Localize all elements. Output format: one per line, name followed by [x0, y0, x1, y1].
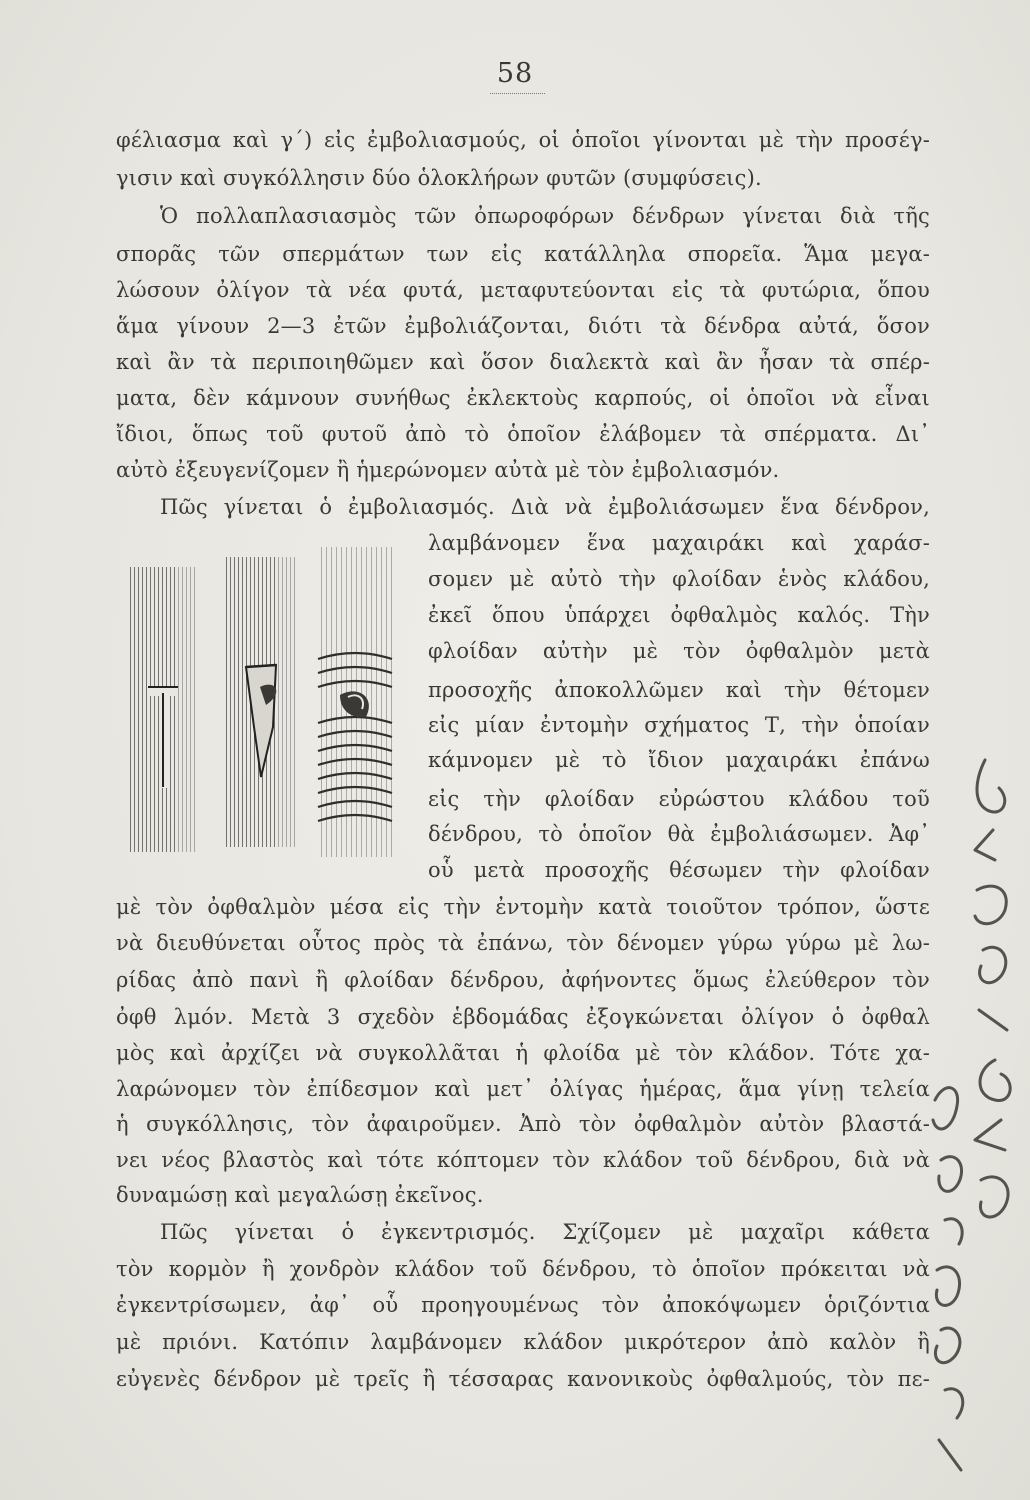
section-heading-line: Πῶς γίνεται ὁ ἐγκεντρισμός. Σχίζομεν μὲ μαχαῖρι κάθετα: [160, 1220, 930, 1244]
text-line: νὰ διευθύνεται οὗτος πρὸς τὰ ἐπάνω, τὸν δένομεν γύρω γύρω μὲ λω-: [116, 931, 930, 955]
text-line: τὸν κορμὸν ἢ χονδρὸν κλάδον τοῦ δένδρου, τὸ ὁποῖον πρόκειται νὰ: [116, 1257, 930, 1281]
budding-illustration: [126, 547, 418, 867]
text-line: δένδρου, τὸ ὁποῖον θὰ ἐμβολιάσωμεν. Ἀφ᾽: [428, 822, 930, 846]
text-line: λαρώνομεν τὸν ἐπίδεσμον καὶ μετ᾽ ὀλίγας ἡμέρας, ἅμα γίνῃ τελεία: [116, 1077, 930, 1101]
handwritten-margin-note: [915, 740, 1030, 1500]
branch-t-cut: [130, 567, 196, 852]
text-line: μὲ πριόνι. Κατόπιν λαμβάνομεν κλάδον μικρότερον ἀπὸ καλὸν ἢ: [116, 1330, 930, 1354]
text-line: ὀφθ λμόν. Μετὰ 3 σχεδὸν ἑβδομάδας ἐξογκώνεται ὀλίγον ὁ ὀφθαλ: [116, 1005, 930, 1029]
text-line: σπορᾶς τῶν σπερμάτων των εἰς κατάλληλα σπορεῖα. Ἅμα μεγα-: [116, 242, 930, 266]
text-line: δυναμώσῃ καὶ μεγαλώσῃ ἐκεῖνος.: [116, 1183, 484, 1207]
handwritten-note-text: ρίζα μας σε αυλή: [915, 740, 924, 741]
text-line: ρίδας ἀπὸ πανὶ ἢ φλοίδαν δένδρου, ἀφήνοντες ὅμως ἐλεύθερον τὸν: [116, 968, 930, 992]
branch-bud-inserted: [224, 557, 296, 847]
text-line: γισιν καὶ συγκόλλησιν δύο ὁλοκλήρων φυτῶν (συμφύσεις).: [116, 166, 762, 190]
branch-bound: [318, 547, 392, 857]
section-heading-line: Πῶς γίνεται ὁ ἐμβολιασμός. Διὰ νὰ ἐμβολιάσωμεν ἕνα δένδρον,: [160, 495, 930, 519]
text-line: φλοίδαν αὐτὴν μὲ τὸν ὀφθαλμὸν μετὰ: [428, 639, 930, 663]
text-line: ματα, δὲν κάμνουν συνήθως ἐκλεκτοὺς καρπούς, οἱ ὁποῖοι νὰ εἶναι: [116, 386, 930, 410]
text-line: καὶ ἂν τὰ περιποιηθῶμεν καὶ ὅσον διαλεκτὰ καὶ ἂν ἦσαν τὰ σπέρ-: [116, 350, 930, 374]
text-line: μὸς καὶ ἀρχίζει νὰ συγκολλᾶται ἡ φλοίδα μὲ τὸν κλάδον. Τότε χα-: [116, 1041, 930, 1065]
text-line: κάμνομεν μὲ τὸ ἴδιον μαχαιράκι ἐπάνω: [428, 748, 930, 772]
text-line: ἅμα γίνουν 2—3 ἐτῶν ἐμβολιάζονται, διότι τὰ δένδρα αὐτά, ὅσον: [116, 314, 930, 338]
text-line: εἰς μίαν ἐντομὴν σχήματος Τ, τὴν ὁποίαν: [428, 713, 930, 737]
page-number: 58: [496, 58, 534, 89]
text-line: ἐκεῖ ὅπου ὑπάρχει ὀφθαλμὸς καλός. Τὴν: [428, 603, 930, 627]
text-line: νει νέος βλαστὸς καὶ τότε κόπτομεν τὸν κλάδον τοῦ δένδρου, διὰ νὰ: [116, 1148, 930, 1172]
text-line: μὲ τὸν ὀφθαλμὸν μέσα εἰς τὴν ἐντομὴν κατὰ τοιοῦτον τρόπον, ὥστε: [116, 895, 930, 919]
text-line: λώσουν ὀλίγον τὰ νέα φυτά, μεταφυτεύονται εἰς τὰ φυτώρια, ὅπου: [116, 278, 930, 302]
text-line: αὐτὸ ἐξευγενίζομεν ἢ ἡμερώνομεν αὐτὰ μὲ τὸν ἐμβολιασμόν.: [116, 458, 780, 482]
text-line: εὐγενὲς δένδρον μὲ τρεῖς ἢ τέσσαρας κανονικοὺς ὀφθαλμούς, τὸν πε-: [116, 1367, 930, 1391]
text-line: ἐγκεντρίσωμεν, ἀφ᾽ οὗ προηγουμένως τὸν ἀποκόψωμεν ὁριζόντια: [116, 1293, 930, 1317]
page-number-rule: [490, 93, 545, 94]
text-line: Ὁ πολλαπλασιασμὸς τῶν ὀπωροφόρων δένδρων γίνεται διὰ τῆς: [160, 204, 930, 228]
text-line: σομεν μὲ αὐτὸ τὴν φλοίδαν ἑνὸς κλάδου,: [428, 567, 930, 591]
text-line: ἴδιοι, ὅπως τοῦ φυτοῦ ἀπὸ τὸ ὁποῖον ἐλάβομεν τὰ σπέρματα. Δι᾽: [116, 422, 930, 446]
text-line: ἡ συγκόλλησις, τὸν ἀφαιροῦμεν. Ἀπὸ τὸν ὀφθαλμὸν αὐτὸν βλαστά-: [116, 1112, 930, 1136]
text-line: οὗ μετὰ προσοχῆς θέσωμεν τὴν φλοίδαν: [428, 858, 930, 882]
text-line: προσοχῆς ἀποκολλῶμεν καὶ τὴν θέτομεν: [428, 678, 930, 702]
text-line: εἰς τὴν φλοίδαν εὐρώστου κλάδου τοῦ: [428, 787, 930, 811]
text-line: λαμβάνομεν ἕνα μαχαιράκι καὶ χαράσ-: [428, 531, 930, 555]
text-line: φέλιασμα καὶ γ΄) εἰς ἐμβολιασμούς, οἱ ὁποῖοι γίνονται μὲ τὴν προσέγ-: [116, 128, 930, 152]
